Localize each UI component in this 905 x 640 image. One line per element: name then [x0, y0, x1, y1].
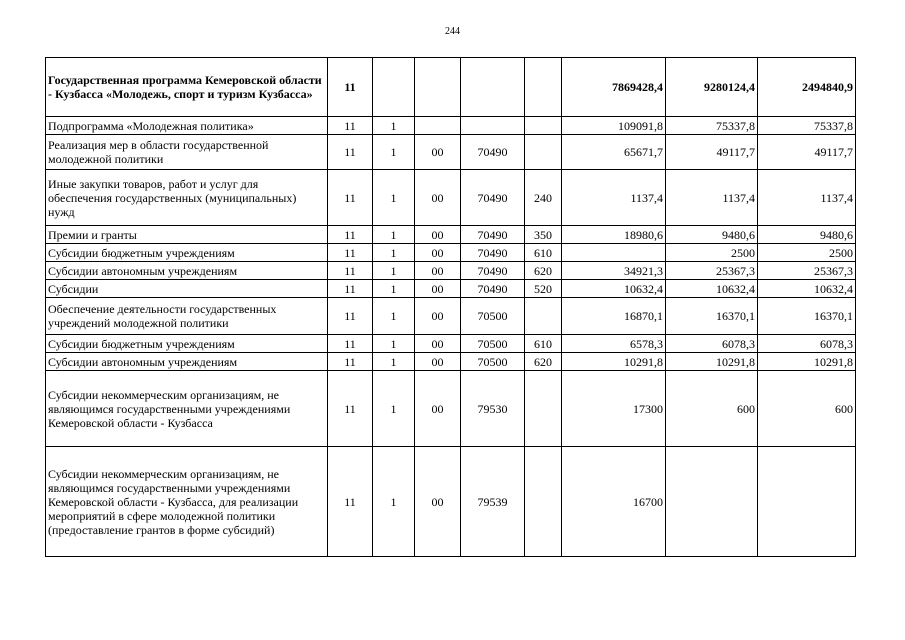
- code-expense-type: 610: [525, 244, 562, 262]
- amount-3: 6078,3: [758, 335, 856, 353]
- row-name: Субсидии автономным учреждениям: [46, 353, 328, 371]
- code-subprogram: 1: [373, 135, 415, 170]
- budget-table: [45, 57, 856, 557]
- amount-3: 600: [758, 371, 856, 447]
- amount-3: 10291,8: [758, 353, 856, 371]
- code-activity: 00: [415, 353, 461, 371]
- table-row: [46, 58, 856, 117]
- table-row: [46, 117, 856, 135]
- table-row: [46, 298, 856, 335]
- code-subprogram: 1: [373, 244, 415, 262]
- table-row: [46, 170, 856, 226]
- table-row: [46, 371, 856, 447]
- row-name: Государственная программа Кемеровской области - Кузбасса «Молодежь, спорт и туризм Кузбасса»: [46, 58, 328, 117]
- table-row: [46, 135, 856, 170]
- amount-2: 10291,8: [666, 353, 758, 371]
- code-subprogram: 1: [373, 280, 415, 298]
- row-name: Субсидии некоммерческим организациям, не являющимся государственными учреждениями Кемеровской области - Кузбасса: [46, 371, 328, 447]
- amount-1: 65671,7: [562, 135, 666, 170]
- amount-3: [758, 447, 856, 557]
- table-row: [46, 226, 856, 244]
- code-section: 11: [328, 58, 373, 117]
- code-activity: 00: [415, 447, 461, 557]
- row-name: Обеспечение деятельности государственных учреждений молодежной политики: [46, 298, 328, 335]
- table-row: [46, 447, 856, 557]
- code-expense-type: [525, 117, 562, 135]
- code-item: 79539: [461, 447, 525, 557]
- code-expense-type: 620: [525, 262, 562, 280]
- code-section: 11: [328, 335, 373, 353]
- amount-3: 10632,4: [758, 280, 856, 298]
- code-section: 11: [328, 135, 373, 170]
- amount-3: 9480,6: [758, 226, 856, 244]
- amount-1: 10291,8: [562, 353, 666, 371]
- row-name: Субсидии бюджетным учреждениям: [46, 335, 328, 353]
- amount-1: 7869428,4: [562, 58, 666, 117]
- amount-3: 1137,4: [758, 170, 856, 226]
- amount-3: 75337,8: [758, 117, 856, 135]
- amount-1: 17300: [562, 371, 666, 447]
- code-subprogram: 1: [373, 298, 415, 335]
- code-item: 70490: [461, 170, 525, 226]
- amount-2: 10632,4: [666, 280, 758, 298]
- amount-1: 1137,4: [562, 170, 666, 226]
- amount-1: 16870,1: [562, 298, 666, 335]
- code-subprogram: 1: [373, 226, 415, 244]
- amount-2: 2500: [666, 244, 758, 262]
- code-activity: 00: [415, 226, 461, 244]
- code-subprogram: 1: [373, 170, 415, 226]
- code-subprogram: 1: [373, 262, 415, 280]
- code-subprogram: 1: [373, 371, 415, 447]
- code-subprogram: 1: [373, 335, 415, 353]
- code-expense-type: 520: [525, 280, 562, 298]
- row-name: Субсидии некоммерческим организациям, не являющимся государственными учреждениями Кемеровской области - Кузбасса, для реализации мероприятий в сфере молодежной политики (предоставление грантов в форме субсидий): [46, 447, 328, 557]
- code-section: 11: [328, 280, 373, 298]
- code-expense-type: 240: [525, 170, 562, 226]
- amount-1: 18980,6: [562, 226, 666, 244]
- code-item: 70490: [461, 226, 525, 244]
- code-item: 70490: [461, 262, 525, 280]
- code-item: 70500: [461, 353, 525, 371]
- code-subprogram: 1: [373, 353, 415, 371]
- amount-1: 34921,3: [562, 262, 666, 280]
- amount-2: 16370,1: [666, 298, 758, 335]
- code-item: 70490: [461, 280, 525, 298]
- amount-2: [666, 447, 758, 557]
- amount-2: 9480,6: [666, 226, 758, 244]
- code-section: 11: [328, 353, 373, 371]
- amount-1: 10632,4: [562, 280, 666, 298]
- code-activity: [415, 58, 461, 117]
- code-activity: 00: [415, 298, 461, 335]
- amount-3: 16370,1: [758, 298, 856, 335]
- amount-2: 9280124,4: [666, 58, 758, 117]
- code-expense-type: [525, 371, 562, 447]
- row-name: Иные закупки товаров, работ и услуг для обеспечения государственных (муниципальных) нужд: [46, 170, 328, 226]
- code-activity: 00: [415, 280, 461, 298]
- amount-2: 600: [666, 371, 758, 447]
- code-activity: 00: [415, 335, 461, 353]
- code-activity: 00: [415, 135, 461, 170]
- code-activity: 00: [415, 371, 461, 447]
- code-activity: [415, 117, 461, 135]
- amount-1: 109091,8: [562, 117, 666, 135]
- table-row: [46, 262, 856, 280]
- amount-1: 16700: [562, 447, 666, 557]
- code-section: 11: [328, 117, 373, 135]
- amount-3: 49117,7: [758, 135, 856, 170]
- table-row: [46, 353, 856, 371]
- code-expense-type: [525, 135, 562, 170]
- table-row: [46, 244, 856, 262]
- amount-1: [562, 244, 666, 262]
- code-item: 70500: [461, 335, 525, 353]
- code-subprogram: 1: [373, 447, 415, 557]
- code-expense-type: 350: [525, 226, 562, 244]
- amount-3: 25367,3: [758, 262, 856, 280]
- amount-2: 75337,8: [666, 117, 758, 135]
- code-section: 11: [328, 371, 373, 447]
- amount-2: 25367,3: [666, 262, 758, 280]
- code-section: 11: [328, 447, 373, 557]
- row-name: Подпрограмма «Молодежная политика»: [46, 117, 328, 135]
- amount-2: 6078,3: [666, 335, 758, 353]
- table-row: [46, 280, 856, 298]
- page-number: 244: [445, 26, 460, 37]
- row-name: Премии и гранты: [46, 226, 328, 244]
- code-item: 70490: [461, 135, 525, 170]
- code-expense-type: 610: [525, 335, 562, 353]
- code-section: 11: [328, 262, 373, 280]
- code-expense-type: 620: [525, 353, 562, 371]
- row-name: Субсидии автономным учреждениям: [46, 262, 328, 280]
- code-item: 70500: [461, 298, 525, 335]
- code-section: 11: [328, 244, 373, 262]
- amount-2: 49117,7: [666, 135, 758, 170]
- code-activity: 00: [415, 244, 461, 262]
- amount-3: 2494840,9: [758, 58, 856, 117]
- table-row: [46, 335, 856, 353]
- amount-1: 6578,3: [562, 335, 666, 353]
- row-name: Субсидии бюджетным учреждениям: [46, 244, 328, 262]
- code-activity: 00: [415, 170, 461, 226]
- code-item: [461, 117, 525, 135]
- amount-2: 1137,4: [666, 170, 758, 226]
- code-activity: 00: [415, 262, 461, 280]
- row-name: Субсидии: [46, 280, 328, 298]
- code-expense-type: [525, 447, 562, 557]
- code-section: 11: [328, 226, 373, 244]
- code-expense-type: [525, 58, 562, 117]
- code-subprogram: 1: [373, 117, 415, 135]
- row-name: Реализация мер в области государственной молодежной политики: [46, 135, 328, 170]
- code-section: 11: [328, 298, 373, 335]
- code-item: [461, 58, 525, 117]
- code-item: 79530: [461, 371, 525, 447]
- code-item: 70490: [461, 244, 525, 262]
- code-subprogram: [373, 58, 415, 117]
- code-expense-type: [525, 298, 562, 335]
- amount-3: 2500: [758, 244, 856, 262]
- code-section: 11: [328, 170, 373, 226]
